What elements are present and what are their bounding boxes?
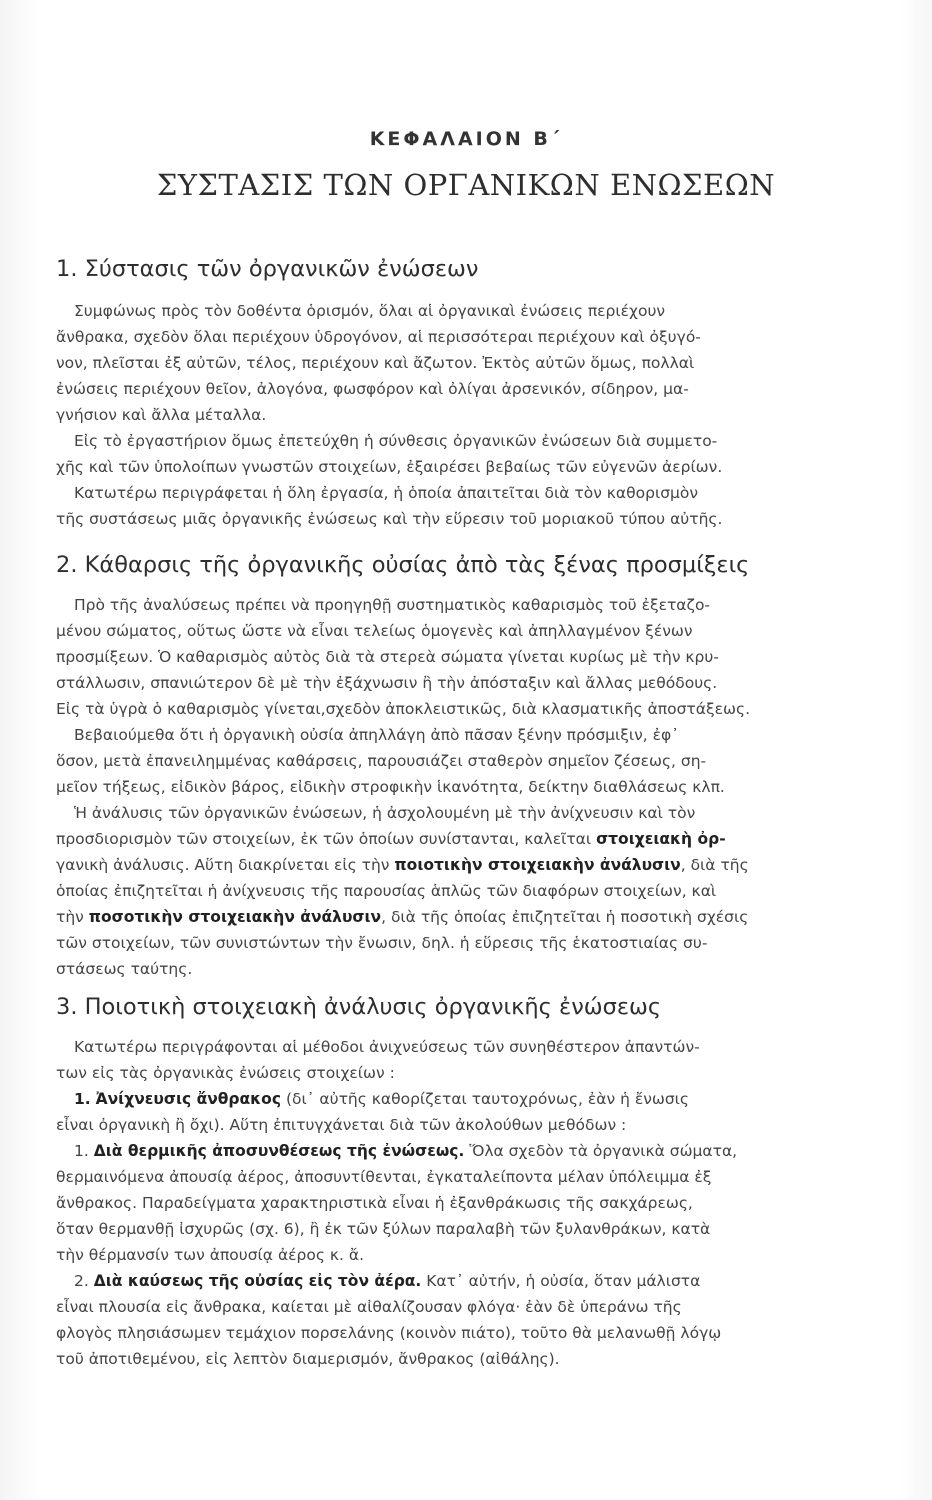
body-line: ἄνθρακα, σχεδὸν ὅλαι περιέχουν ὑδρογόνον, αἱ περισσότεραι περιέχουν καὶ ὀξυγό- bbox=[56, 328, 701, 346]
body-text: (δι᾿ αὐτῆς καθορίζεται ταυτοχρόνως, ἐὰν ἡ ἔνωσις bbox=[285, 1090, 690, 1108]
chapter-title: ΣΥΣΤΑΣΙΣ ΤΩΝ ΟΡΓΑΝΙΚΩΝ ΕΝΩΣΕΩΝ bbox=[156, 168, 776, 202]
body-line: στάσεως ταύτης. bbox=[56, 960, 193, 978]
body-line: θερμαινόμενα ἀπουσίᾳ ἀέρος, ἀποσυντίθενται, ἐγκαταλείποντα μέλαν ὑπόλειμμα ἐξ bbox=[56, 1168, 712, 1186]
body-line: Πρὸ τῆς ἀναλύσεως πρέπει νὰ προηγηθῇ συστηματικὸς καθαρισμὸς τοῦ ἐξεταζο- bbox=[74, 596, 711, 614]
section-2-heading: 2. Κάθαρσις τῆς ὀργανικῆς οὐσίας ἀπὸ τὰς ξένας προσμίξεις bbox=[56, 552, 750, 578]
section-3-heading: 3. Ποιοτικὴ στοιχειακὴ ἀνάλυσις ὀργανικῆς ἐνώσεως bbox=[56, 994, 662, 1020]
body-line: τοῦ ἀποτιθεμένου, εἰς λεπτὸν διαμερισμόν, ἄνθρακος (αἰθάλης). bbox=[56, 1350, 560, 1368]
body-line bbox=[56, 830, 836, 848]
body-text: , διὰ τῆς ὁποίας ἐπιζητεῖται ἡ ποσοτικὴ σχέσις bbox=[381, 908, 749, 926]
body-text: , διὰ τῆς bbox=[680, 856, 749, 874]
body-line: των εἰς τὰς ὀργανικὰς ἐνώσεις στοιχείων : bbox=[56, 1064, 395, 1082]
bold-term: ποσοτικὴν στοιχειακὴν ἀνάλυσιν bbox=[88, 908, 382, 926]
body-line: ἐνώσεις περιέχουν θεῖον, ἀλογόνα, φωσφόρον καὶ ὀλίγαι ἀρσενικόν, σίδηρον, μα- bbox=[56, 380, 689, 398]
body-line bbox=[74, 1142, 854, 1160]
body-line: στάλλωσιν, σπανιώτερον δὲ μὲ τὴν ἐξάχνωσιν ἢ τὴν ἀπόσταξιν καὶ ἄλλας μεθόδους. bbox=[56, 674, 718, 692]
body-line bbox=[74, 1090, 854, 1108]
body-line: ὅσον, μετὰ ἐπανειλημμένας καθάρσεις, παρουσιάζει σταθερὸν σημεῖον ζέσεως, ση- bbox=[56, 752, 707, 770]
item-number: 1. bbox=[74, 1142, 89, 1160]
bold-term: ποιοτικὴν στοιχειακὴν ἀνάλυσιν bbox=[394, 856, 681, 874]
body-line: Κατωτέρω περιγράφονται αἱ μέθοδοι ἀνιχνεύσεως τῶν συνηθέστερον ἀπαντών- bbox=[74, 1038, 700, 1056]
body-line: φλογὸς πλησιάσωμεν τεμάχιον πορσελάνης (κοινὸν πιάτο), τοῦτο θὰ μελανωθῇ λόγῳ bbox=[56, 1324, 722, 1342]
body-line bbox=[74, 1272, 854, 1290]
body-line: ὁποίας ἐπιζητεῖται ἡ ἀνίχνευσις τῆς παρουσίας ἁπλῶς τῶν διαφόρων στοιχείων, καὶ bbox=[56, 882, 717, 900]
body-text: τὴν bbox=[56, 908, 84, 926]
body-line: γνήσιον καὶ ἄλλα μέταλλα. bbox=[56, 406, 267, 424]
body-line: Συμφώνως πρὸς τὸν δοθέντα ὁρισμόν, ὅλαι αἱ ὀργανικαὶ ἐνώσεις περιέχουν bbox=[74, 302, 666, 320]
body-line: εἶναι πλουσία εἰς ἄνθρακα, καίεται μὲ αἰθαλίζουσαν φλόγα· ἐὰν δὲ ὑπεράνω τῆς bbox=[56, 1298, 682, 1316]
bold-term: Διὰ θερμικῆς ἀποσυνθέσεως τῆς ἐνώσεως. bbox=[93, 1142, 465, 1160]
body-line: μεῖον τήξεως, εἰδικὸν βάρος, εἰδικὴν στροφικὴν ἱκανότητα, δείκτην διαθλάσεως κλπ. bbox=[56, 778, 725, 796]
body-line: ὅταν θερμανθῇ ἰσχυρῶς (σχ. 6), ἢ ἐκ τῶν ξύλων παραλαβὴ τῶν ξυλανθράκων, κατὰ bbox=[56, 1220, 711, 1238]
body-line: τὴν θέρμανσίν των ἀπουσίᾳ ἀέρος κ. ἄ. bbox=[56, 1246, 365, 1264]
chapter-label: ΚΕΦΑΛΑΙΟΝ Β΄ bbox=[369, 128, 563, 150]
bold-term: στοιχειακὴ ὀρ- bbox=[596, 830, 726, 848]
body-text: Κατ᾿ αὐτήν, ἡ οὐσία, ὅταν μάλιστα bbox=[426, 1272, 701, 1290]
body-text: γανικὴ ἀνάλυσις. Αὕτη διακρίνεται εἰς τὴν bbox=[56, 856, 390, 874]
body-text: προσδιορισμὸν τῶν στοιχείων, ἐκ τῶν ὁποίων συνίστανται, καλεῖται bbox=[56, 830, 592, 848]
body-line bbox=[56, 908, 836, 926]
body-line: εἶναι ὀργανικὴ ἢ ὄχι). Αὕτη ἐπιτυγχάνεται διὰ τῶν ἀκολούθων μεθόδων : bbox=[56, 1116, 627, 1134]
section-1-heading: 1. Σύστασις τῶν ὀργανικῶν ἐνώσεων bbox=[56, 256, 479, 282]
body-line bbox=[56, 856, 836, 874]
body-text: Ὅλα σχεδὸν τὰ ὀργανικὰ σώματα, bbox=[469, 1142, 738, 1160]
body-line: Βεβαιούμεθα ὅτι ἡ ὀργανικὴ οὐσία ἀπηλλάγη ἀπὸ πᾶσαν ξένην πρόσμιξιν, ἐφ᾿ bbox=[74, 726, 680, 744]
body-line: ἄνθρακος. Παραδείγματα χαρακτηριστικὰ εἶναι ἡ ἐξανθράκωσις τῆς σακχάρεως, bbox=[56, 1194, 693, 1212]
item-number: 2. bbox=[74, 1272, 89, 1290]
body-line: Εἰς τὸ ἐργαστήριον ὅμως ἐπετεύχθη ἡ σύνθεσις ὀργανικῶν ἐνώσεων διὰ συμμετο- bbox=[74, 432, 718, 450]
bold-term: Διὰ καύσεως τῆς οὐσίας εἰς τὸν ἀέρα. bbox=[93, 1272, 422, 1290]
body-line: τῆς συστάσεως μιᾶς ὀργανικῆς ἐνώσεως καὶ τὴν εὕρεσιν τοῦ μοριακοῦ τύπου αὐτῆς. bbox=[56, 510, 723, 528]
body-line: χῆς καὶ τῶν ὑπολοίπων γνωστῶν στοιχείων, ἐξαιρέσει βεβαίως τῶν εὐγενῶν ἀερίων. bbox=[56, 458, 723, 476]
body-line: προσμίξεων. Ὁ καθαρισμὸς αὐτὸς διὰ τὰ στερεὰ σώματα γίνεται κυρίως μὲ τὴν κρυ- bbox=[56, 648, 719, 666]
body-line: τῶν στοιχείων, τῶν συνιστώντων τὴν ἔνωσιν, δηλ. ἡ εὕρεσις τῆς ἑκατοστιαίας συ- bbox=[56, 934, 708, 952]
item-number: 1. bbox=[74, 1090, 91, 1108]
bold-term: Ἀνίχνευσις ἄνθρακος bbox=[95, 1090, 282, 1108]
body-line: Κατωτέρω περιγράφεται ἡ ὅλη ἐργασία, ἡ ὁποία ἀπαιτεῖται διὰ τὸν καθορισμὸν bbox=[74, 484, 699, 502]
body-line: νον, πλεῖσται ἐξ αὐτῶν, τέλος, περιέχουν καὶ ἄζωτον. Ἐκτὸς αὐτῶν ὅμως, πολλαὶ bbox=[56, 354, 695, 372]
body-line: μένου σώματος, οὕτως ὥστε νὰ εἶναι τελείως ὁμογενὲς καὶ ἀπηλλαγμένον ξένων bbox=[56, 622, 693, 640]
body-line: Ἡ ἀνάλυσις τῶν ὀργανικῶν ἐνώσεων, ἡ ἀσχολουμένη μὲ τὴν ἀνίχνευσιν καὶ τὸν bbox=[74, 804, 696, 822]
body-line: Εἰς τὰ ὑγρὰ ὁ καθαρισμὸς γίνεται,σχεδὸν ἀποκλειστικῶς, διὰ κλασματικῆς ἀποστάξεως. bbox=[56, 700, 751, 718]
